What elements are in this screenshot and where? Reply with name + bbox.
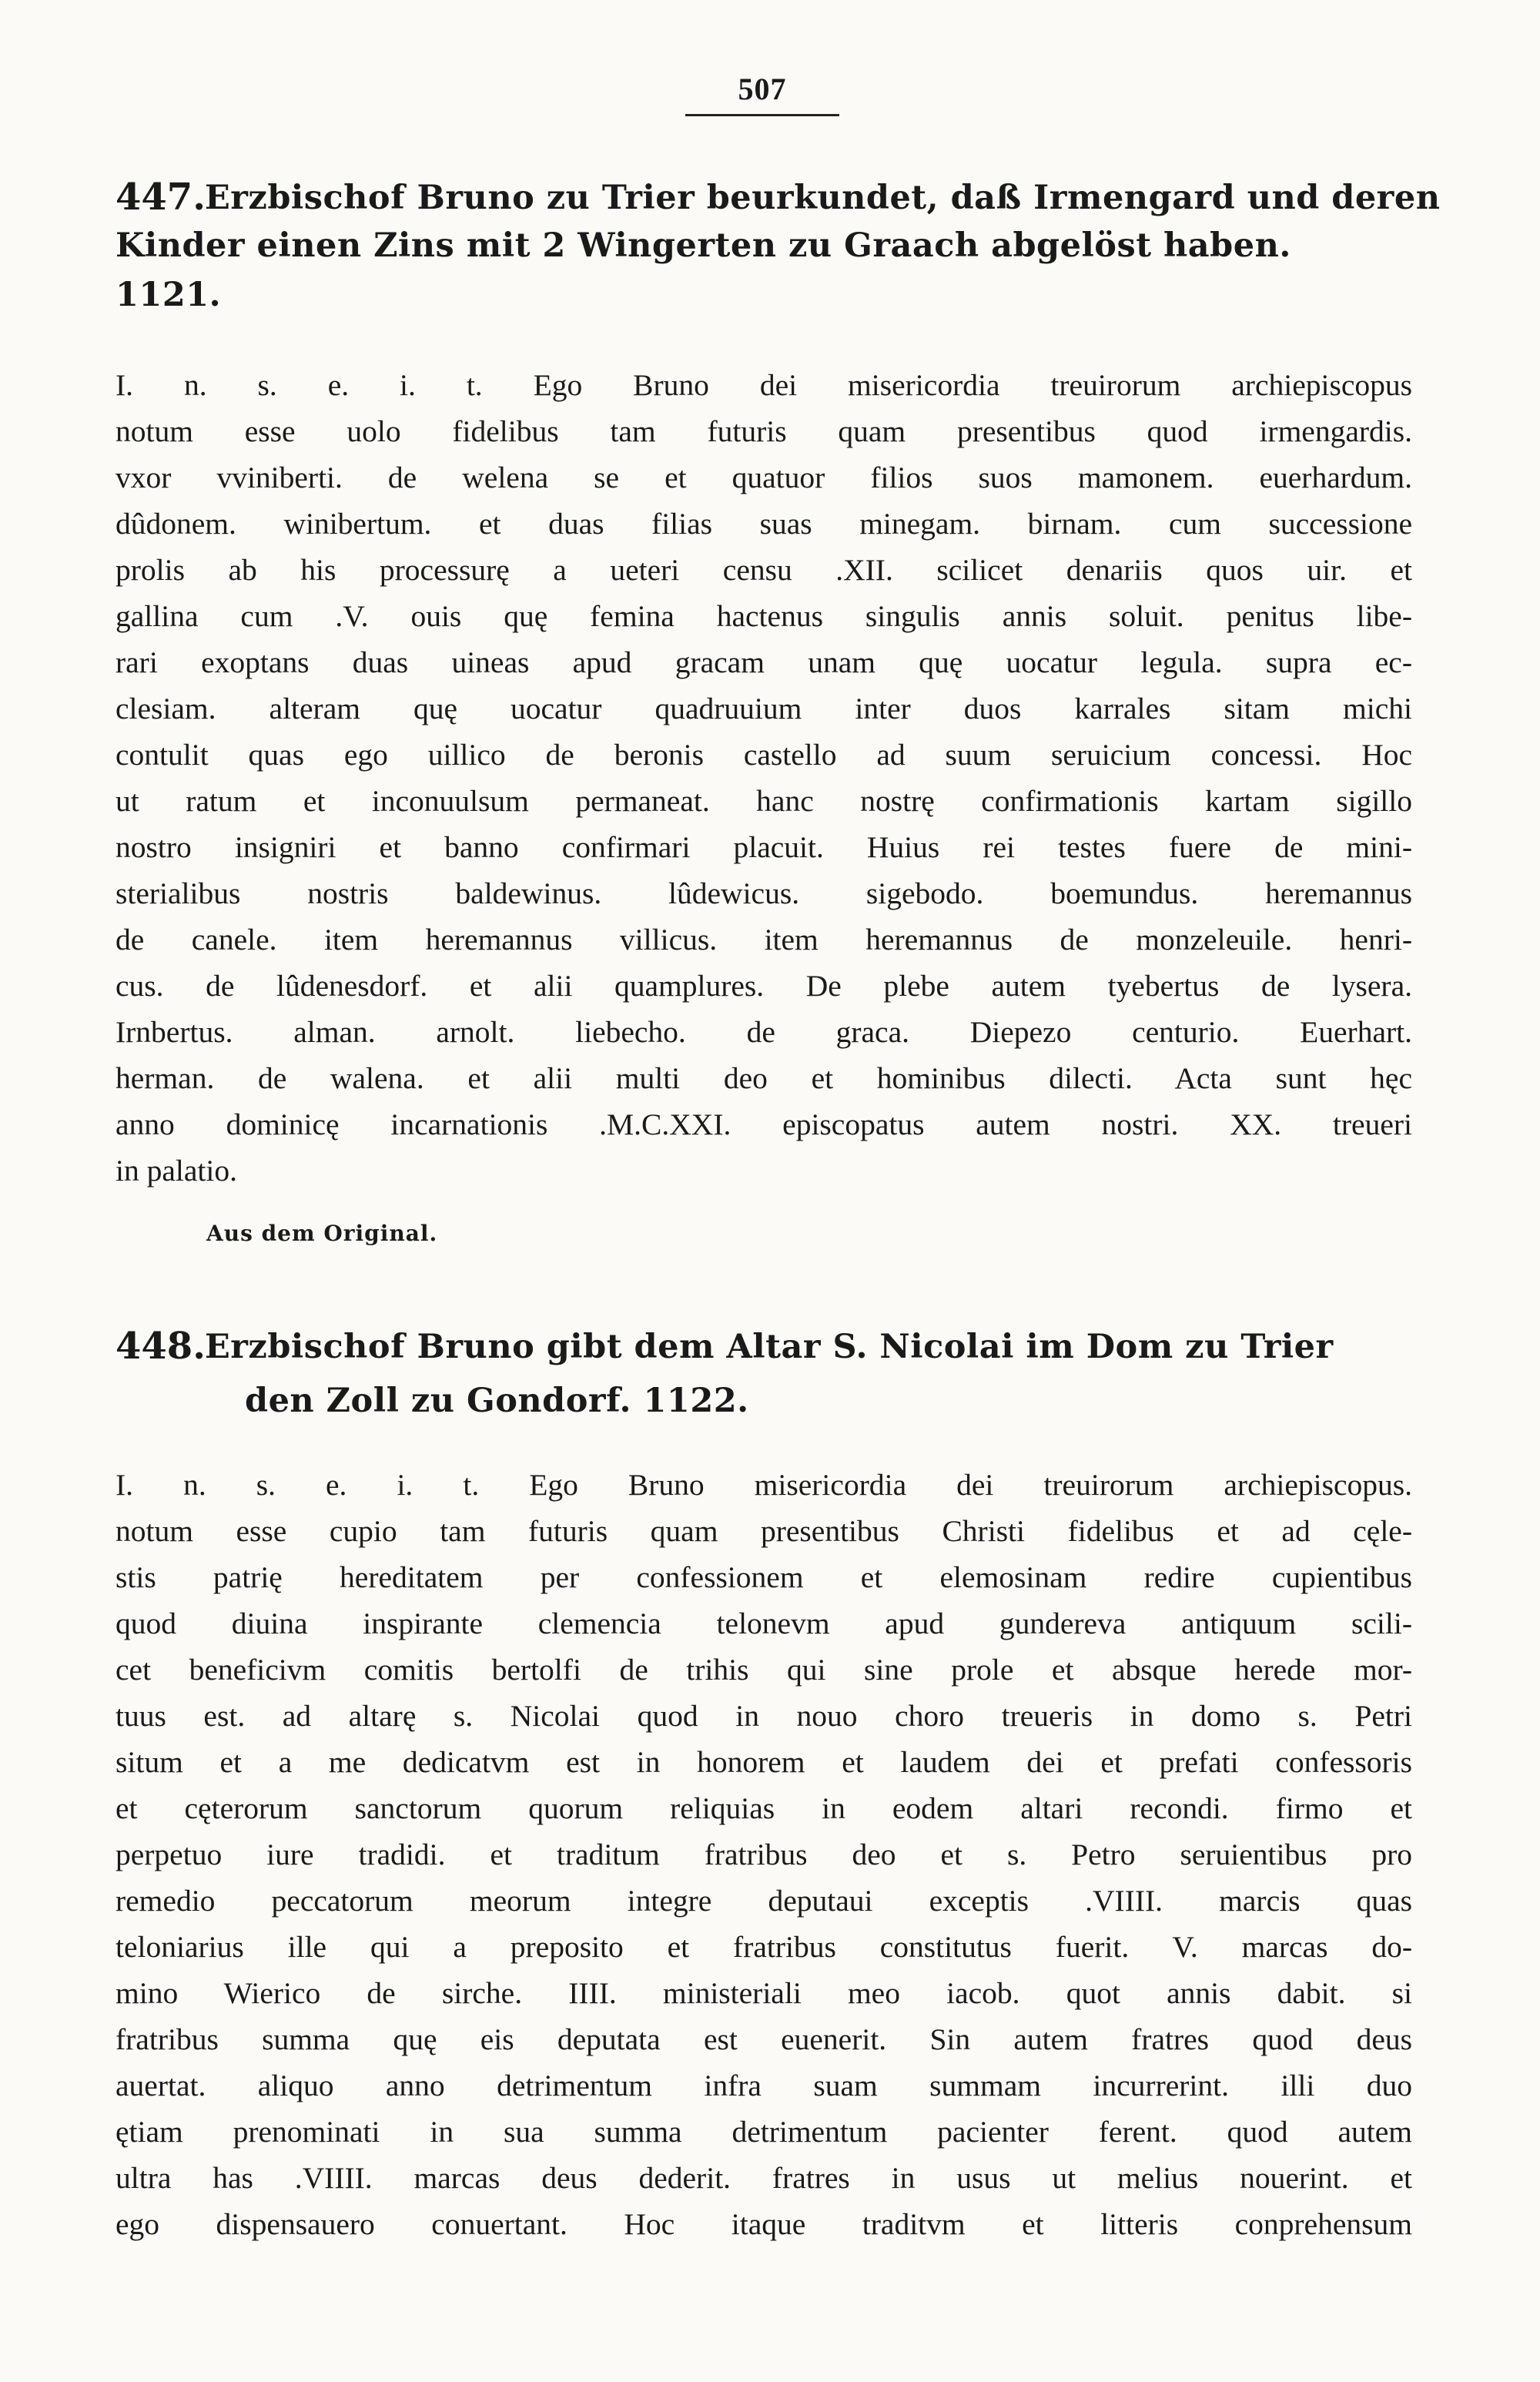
text-line: nostro insigniri et banno confirmari placuit. Huius rei testes fuere de mini- (116, 830, 1412, 864)
text-line: sterialibus nostris baldewinus. lûdewicus. sigebodo. boemundus. heremannus (116, 876, 1412, 910)
text-line: teloniarius ille qui a preposito et fratribus constitutus fuerit. V. marcas do- (116, 1930, 1412, 1964)
text-line: I. n. s. e. i. t. Ego Bruno misericordia dei treuirorum archiepiscopus. (116, 1468, 1412, 1502)
text-line: in palatio. (116, 1154, 237, 1188)
text-line: dûdonem. winibertum. et duas filias suas minegam. birnam. cum successione (116, 507, 1412, 541)
text-line: prolis ab his processurę a ueteri censu .XII. scilicet denariis quos uir. et (116, 553, 1412, 587)
document-448-title-line: den Zoll zu Gondorf. 1122. (245, 1382, 749, 1420)
text-line: stis patrię hereditatem per confessionem et elemosinam redire cupientibus (116, 1560, 1412, 1594)
text-line: de canele. item heremannus villicus. item heremannus de monzeleuile. henri- (116, 923, 1412, 956)
text-line: vxor vviniberti. de welena se et quatuor filios suos mamonem. euerhardum. (116, 461, 1412, 494)
text-line: tuus est. ad altarę s. Nicolai quod in nouo choro treueris in domo s. Petri (116, 1699, 1412, 1733)
text-line: clesiam. alteram quę uocatur quadruuium inter duos karrales sitam michi (116, 692, 1412, 725)
page-number: 507 (738, 72, 787, 106)
page-number-rule (685, 114, 839, 116)
text-line: fratribus summa quę eis deputata est euenerit. Sin autem fratres quod deus (116, 2022, 1412, 2056)
text-line: auertat. aliquo anno detrimentum infra suam summam incurrerint. illi duo (116, 2069, 1412, 2102)
document-447-title-line: Erzbischof Bruno zu Trier beurkundet, daß Irmengard und deren (205, 179, 1441, 217)
text-line: anno dominicę incarnationis .M.C.XXI. episcopatus autem nostri. XX. treueri (116, 1107, 1412, 1141)
text-line: ego dispensauero conuertant. Hoc itaque traditvm et litteris conprehensum (116, 2207, 1412, 2241)
text-line: notum esse uolo fidelibus tam futuris quam presentibus quod irmengardis. (116, 414, 1412, 448)
text-line: ętiam prenominati in sua summa detrimentum pacienter ferent. quod autem (116, 2115, 1412, 2149)
text-line: gallina cum .V. ouis quę femina hactenus singulis annis soluit. penitus libe- (116, 599, 1412, 633)
document-447-date: 1121. (116, 276, 222, 314)
text-line: contulit quas ego uillico de beronis castello ad suum seruicium concessi. Hoc (116, 738, 1412, 772)
text-line: notum esse cupio tam futuris quam presentibus Christi fidelibus et ad cęle- (116, 1514, 1412, 1548)
text-line: quod diuina inspirante clemencia telonevm apud gundereva antiquum scili- (116, 1606, 1412, 1640)
text-line: mino Wierico de sirche. IIII. ministeriali meo iacob. quot annis dabit. si (116, 1976, 1412, 2010)
text-line: herman. de walena. et alii multi deo et hominibus dilecti. Acta sunt hęc (116, 1061, 1412, 1095)
document-447-title-line: Kinder einen Zins mit 2 Wingerten zu Graach abgelöst haben. (116, 226, 1291, 265)
text-line: situm et a me dedicatvm est in honorem et laudem dei et prefati confessoris (116, 1745, 1412, 1779)
source-note: Aus dem Original. (206, 1221, 438, 1246)
text-line: cus. de lûdenesdorf. et alii quamplures. De plebe autem tyebertus de lysera. (116, 969, 1412, 1003)
text-line: I. n. s. e. i. t. Ego Bruno dei misericordia treuirorum archiepiscopus (116, 368, 1412, 402)
text-line: Irnbertus. alman. arnolt. liebecho. de graca. Diepezo centurio. Euerhart. (116, 1015, 1412, 1049)
text-line: rari exoptans duas uineas apud gracam unam quę uocatur legula. supra ec- (116, 645, 1412, 679)
text-line: perpetuo iure tradidi. et traditum fratribus deo et s. Petro seruientibus pro (116, 1838, 1412, 1871)
text-line: et cęterorum sanctorum quorum reliquias in eodem altari recondi. firmo et (116, 1791, 1412, 1825)
text-line: remedio peccatorum meorum integre deputaui exceptis .VIIII. marcis quas (116, 1884, 1412, 1918)
text-line: ultra has .VIIII. marcas deus dederit. fratres in usus ut melius nouerint. et (116, 2161, 1412, 2195)
document-448-number: 448. (116, 1325, 206, 1368)
document-447-number: 447. (116, 176, 206, 219)
text-line: ut ratum et inconuulsum permaneat. hanc nostrę confirmationis kartam sigillo (116, 784, 1412, 818)
document-448-title-line: Erzbischof Bruno gibt dem Altar S. Nicolai im Dom zu Trier (205, 1328, 1334, 1366)
text-line: cet beneficivm comitis bertolfi de trihis qui sine prole et absque herede mor- (116, 1653, 1412, 1687)
